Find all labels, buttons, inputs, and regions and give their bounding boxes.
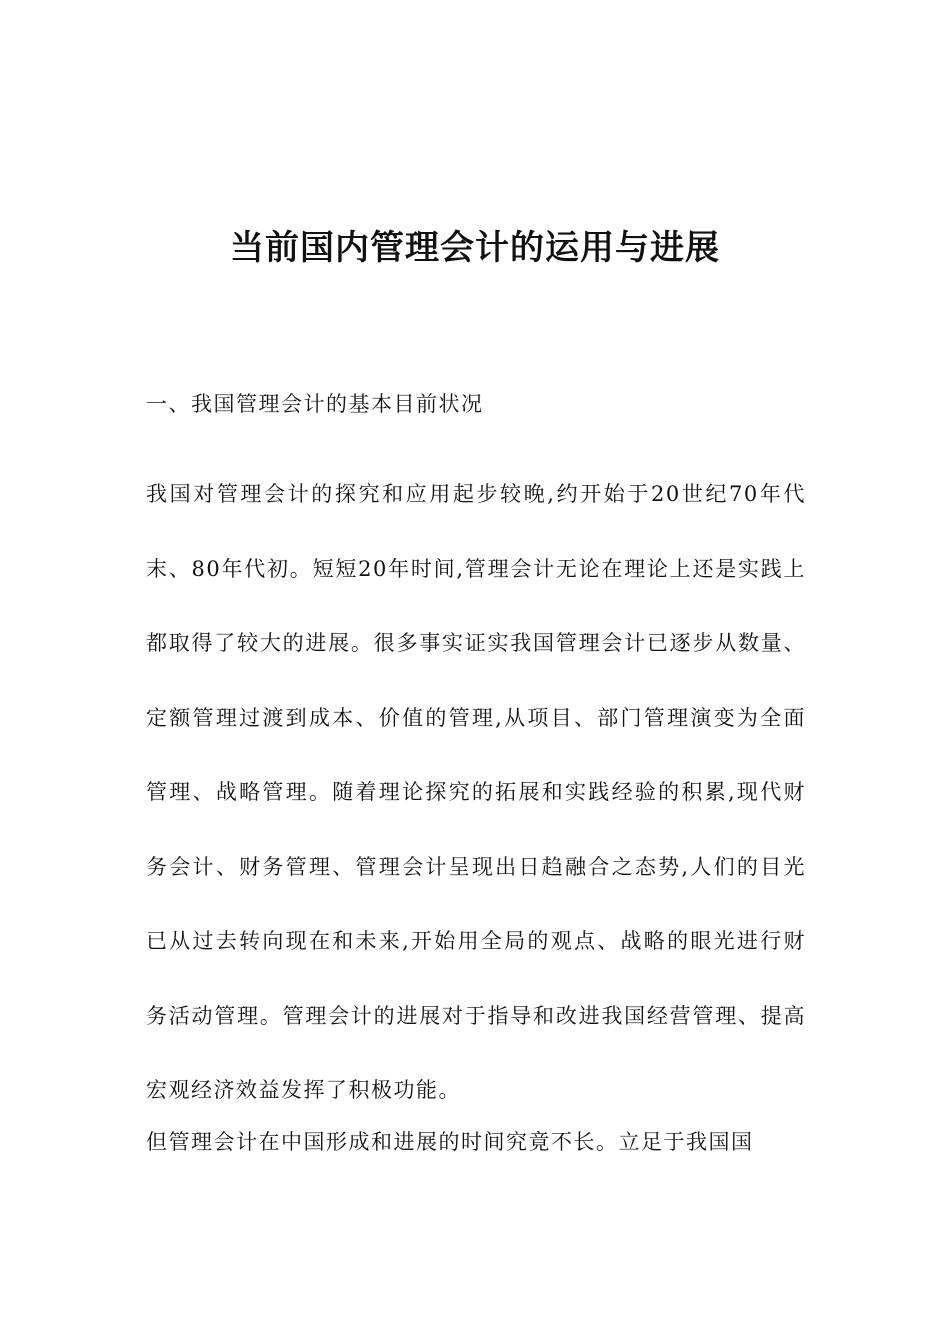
paragraph-2: 但管理会计在中国形成和进展的时间究竟不长。立足于我国国 (146, 1130, 754, 1154)
section-heading: 一、我国管理会计的基本目前状况 (146, 392, 484, 416)
document-title: 当前国内管理会计的运用与进展 (230, 228, 720, 268)
paragraph-1: 我国对管理会计的探究和应用起步较晚,约开始于20世纪70年代末、80年代初。短短20年时间,管理会计无论在理论上还是实践上都取得了较大的进展。很多事实证实我国管理会计已逐步从数量、定额管理过渡到成本、价值的管理,从项目、部门管理演变为全面管理、战略管理。随着理论探究的拓展和实践经验的积累,现代财务会计、财务管理、管理会计呈现出日趋融合之态势,人们的目光已从过去转向现在和未来,开始用全局的观点、战略的眼光进行财务活动管理。管理会计的进展对于指导和改进我国经营管理、提高宏观经济效益发挥了积极功能。 (146, 482, 806, 1102)
